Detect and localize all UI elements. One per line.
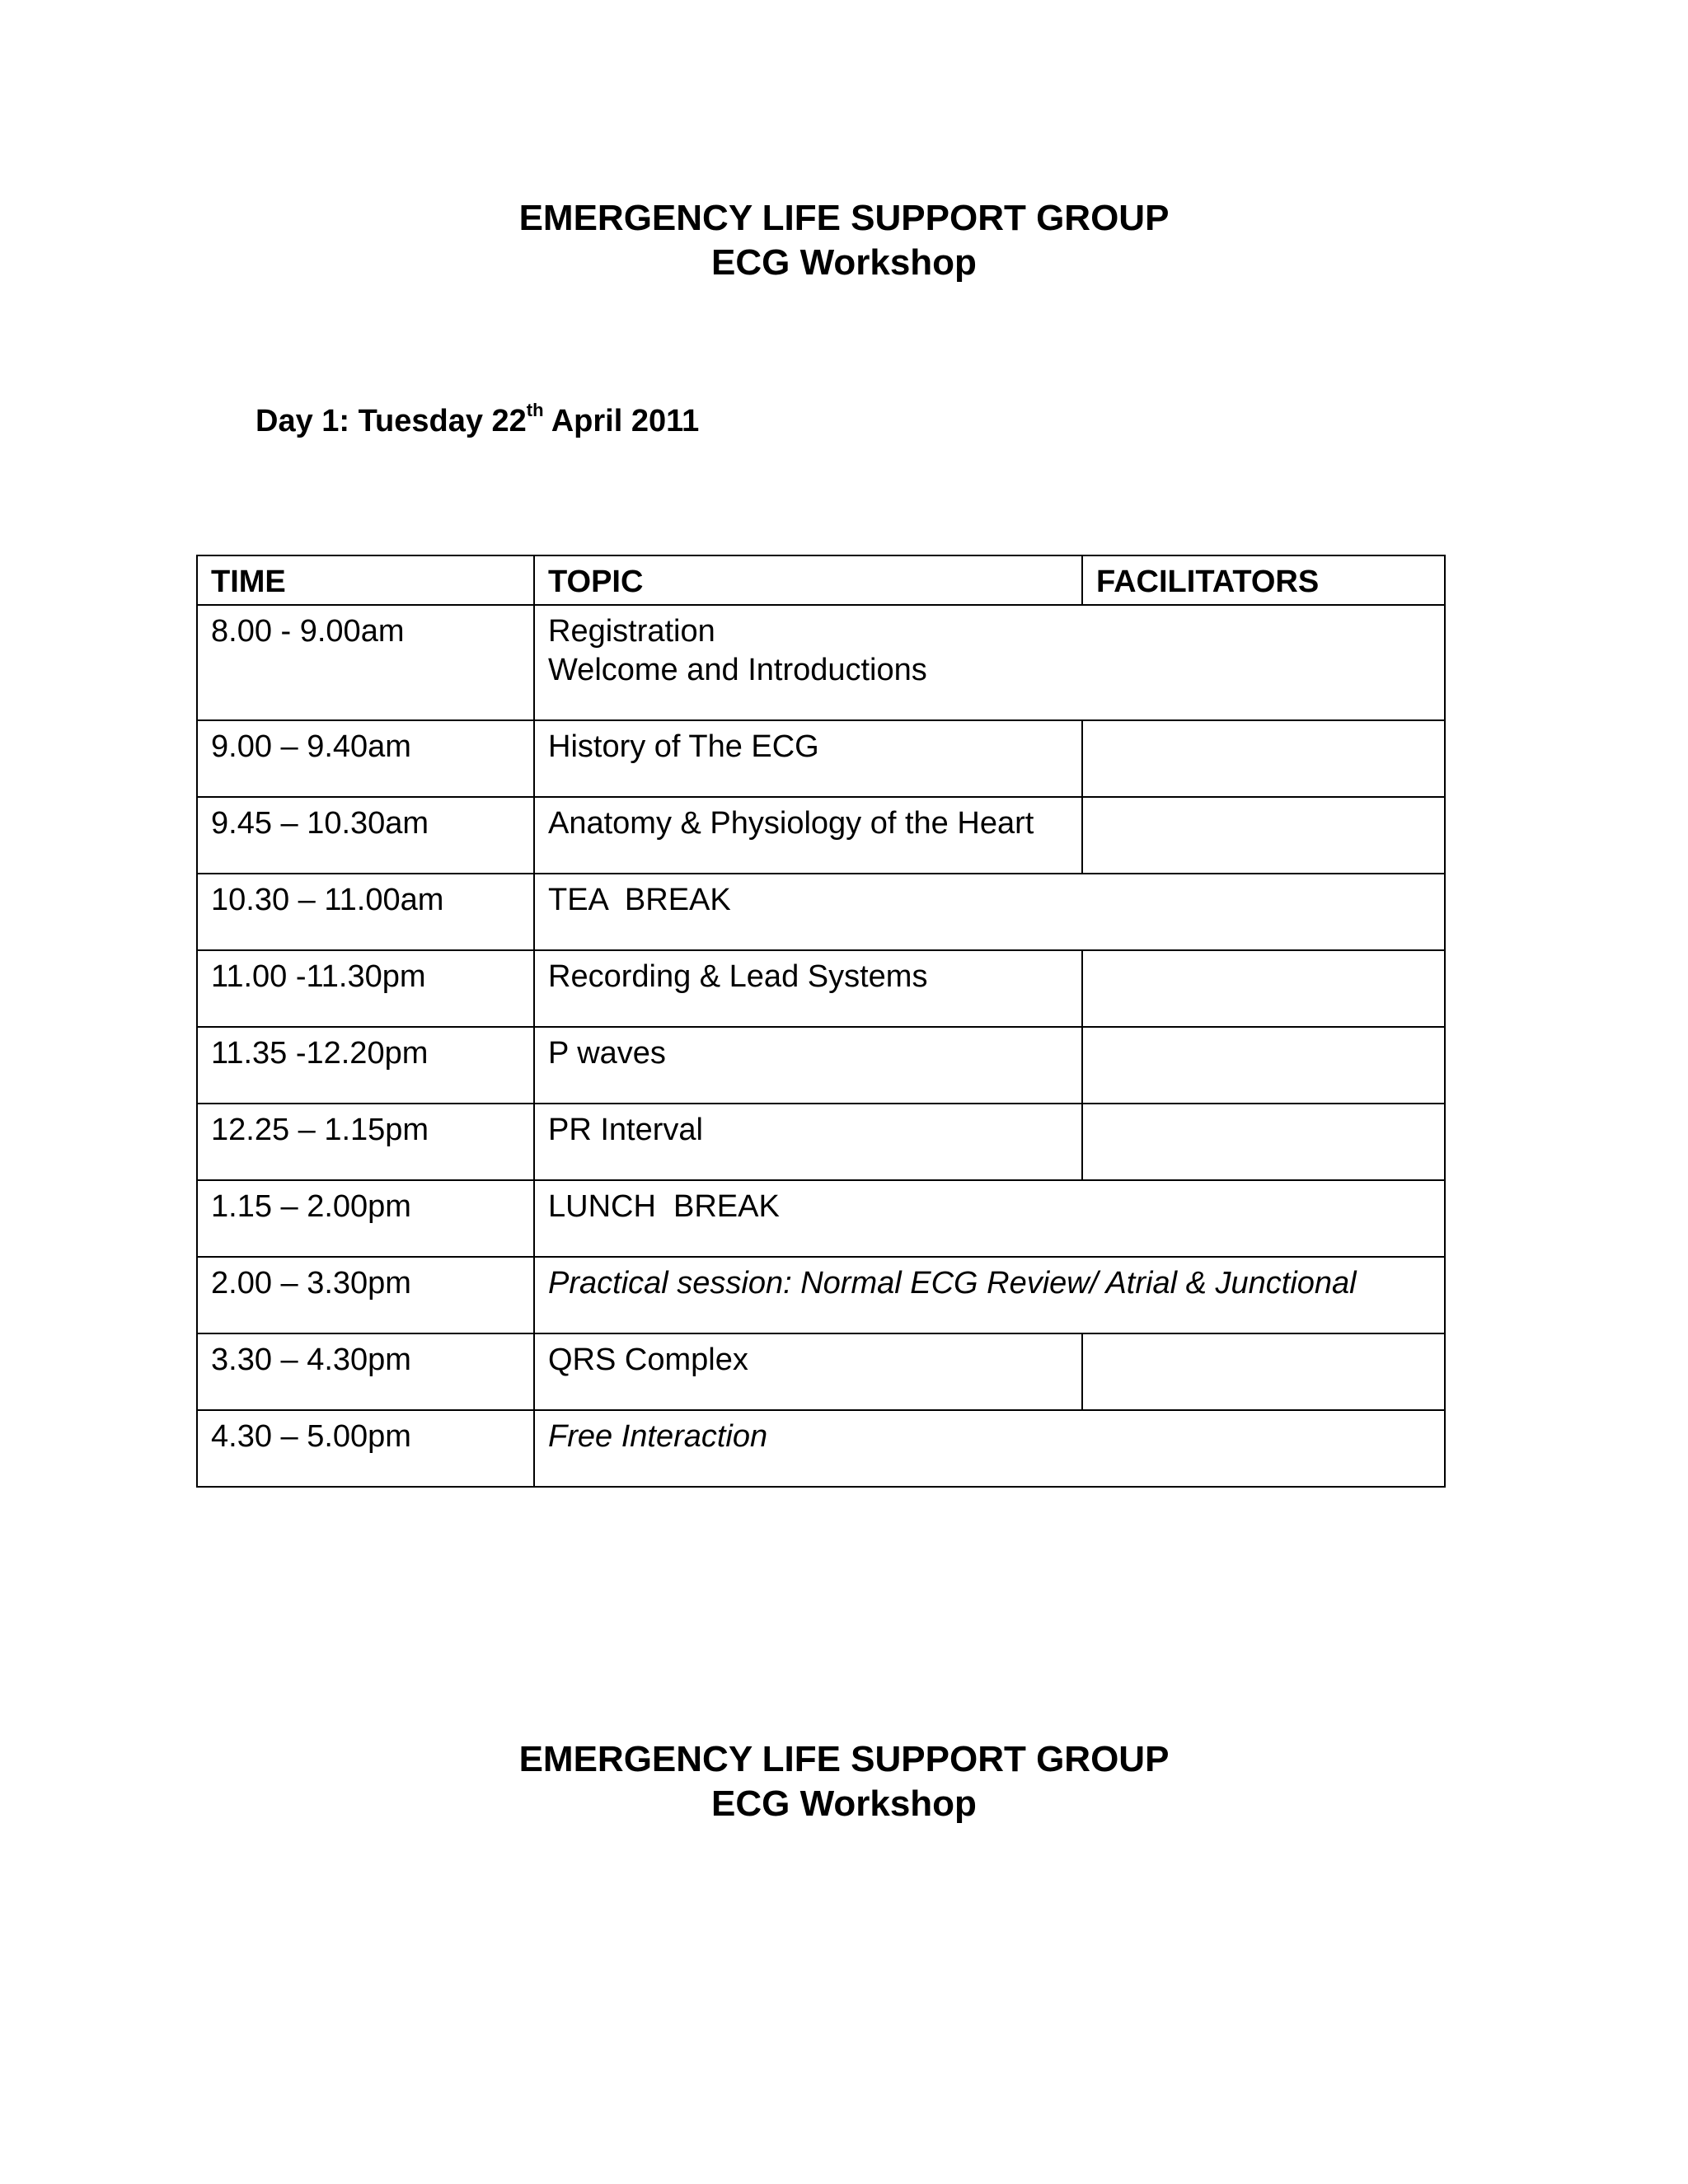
workshop-title: ECG Workshop	[711, 242, 977, 283]
topic-cell: LUNCH BREAK	[534, 1180, 1445, 1257]
table-row	[197, 605, 1445, 720]
table-row	[197, 1104, 1445, 1180]
table-row	[197, 1027, 1445, 1104]
table-row	[197, 720, 1445, 797]
facilitators-cell	[1082, 1333, 1445, 1410]
time-cell: 3.30 – 4.30pm	[197, 1333, 534, 1410]
table-row	[197, 1257, 1445, 1333]
table-row	[197, 797, 1445, 874]
time-cell: 11.35 -12.20pm	[197, 1027, 534, 1104]
time-cell: 1.15 – 2.00pm	[197, 1180, 534, 1257]
day-heading-ordinal: th	[526, 400, 544, 420]
topic-cell: P waves	[534, 1027, 1082, 1104]
org-name: EMERGENCY LIFE SUPPORT GROUP	[518, 1739, 1170, 1779]
topic-cell: Anatomy & Physiology of the Heart	[534, 797, 1082, 874]
time-cell: 10.30 – 11.00am	[197, 874, 534, 950]
time-cell: 9.45 – 10.30am	[197, 797, 534, 874]
topic-line: Welcome and Introductions	[548, 653, 927, 687]
document-header	[0, 196, 1688, 285]
topic-cell: TEA BREAK	[534, 874, 1445, 950]
org-name: EMERGENCY LIFE SUPPORT GROUP	[518, 198, 1170, 238]
table-row	[197, 1410, 1445, 1487]
facilitators-cell	[1082, 797, 1445, 874]
column-header-facilitators: FACILITATORS	[1082, 555, 1445, 605]
topic-cell: QRS Complex	[534, 1333, 1082, 1410]
topic-line: Registration	[548, 614, 715, 649]
time-cell: 9.00 – 9.40am	[197, 720, 534, 797]
time-cell: 8.00 - 9.00am	[197, 605, 534, 720]
time-cell: 4.30 – 5.00pm	[197, 1410, 534, 1487]
table-row	[197, 1333, 1445, 1410]
time-cell: 11.00 -11.30pm	[197, 950, 534, 1027]
column-header-topic: TOPIC	[534, 555, 1082, 605]
topic-cell: History of The ECG	[534, 720, 1082, 797]
table-header-row	[197, 555, 1445, 605]
table-row	[197, 874, 1445, 950]
day-heading	[256, 401, 699, 442]
day-heading-prefix: Day 1: Tuesday 22	[256, 404, 527, 438]
table-row	[197, 1180, 1445, 1257]
facilitators-cell	[1082, 1104, 1445, 1180]
workshop-title: ECG Workshop	[711, 1783, 977, 1824]
topic-cell: Free Interaction	[534, 1410, 1445, 1487]
schedule-table	[196, 555, 1446, 1488]
next-page-header	[0, 1737, 1688, 1826]
time-cell: 12.25 – 1.15pm	[197, 1104, 534, 1180]
facilitators-cell	[1082, 720, 1445, 797]
facilitators-cell	[1082, 950, 1445, 1027]
facilitators-cell	[1082, 1027, 1445, 1104]
time-cell: 2.00 – 3.30pm	[197, 1257, 534, 1333]
topic-cell: Practical session: Normal ECG Review/ Atrial & Junctional	[534, 1257, 1445, 1333]
topic-cell: Recording & Lead Systems	[534, 950, 1082, 1027]
topic-cell: PR Interval	[534, 1104, 1082, 1180]
topic-cell	[534, 605, 1445, 720]
day-heading-rest: April 2011	[543, 404, 700, 438]
column-header-time: TIME	[197, 555, 534, 605]
table-row	[197, 950, 1445, 1027]
